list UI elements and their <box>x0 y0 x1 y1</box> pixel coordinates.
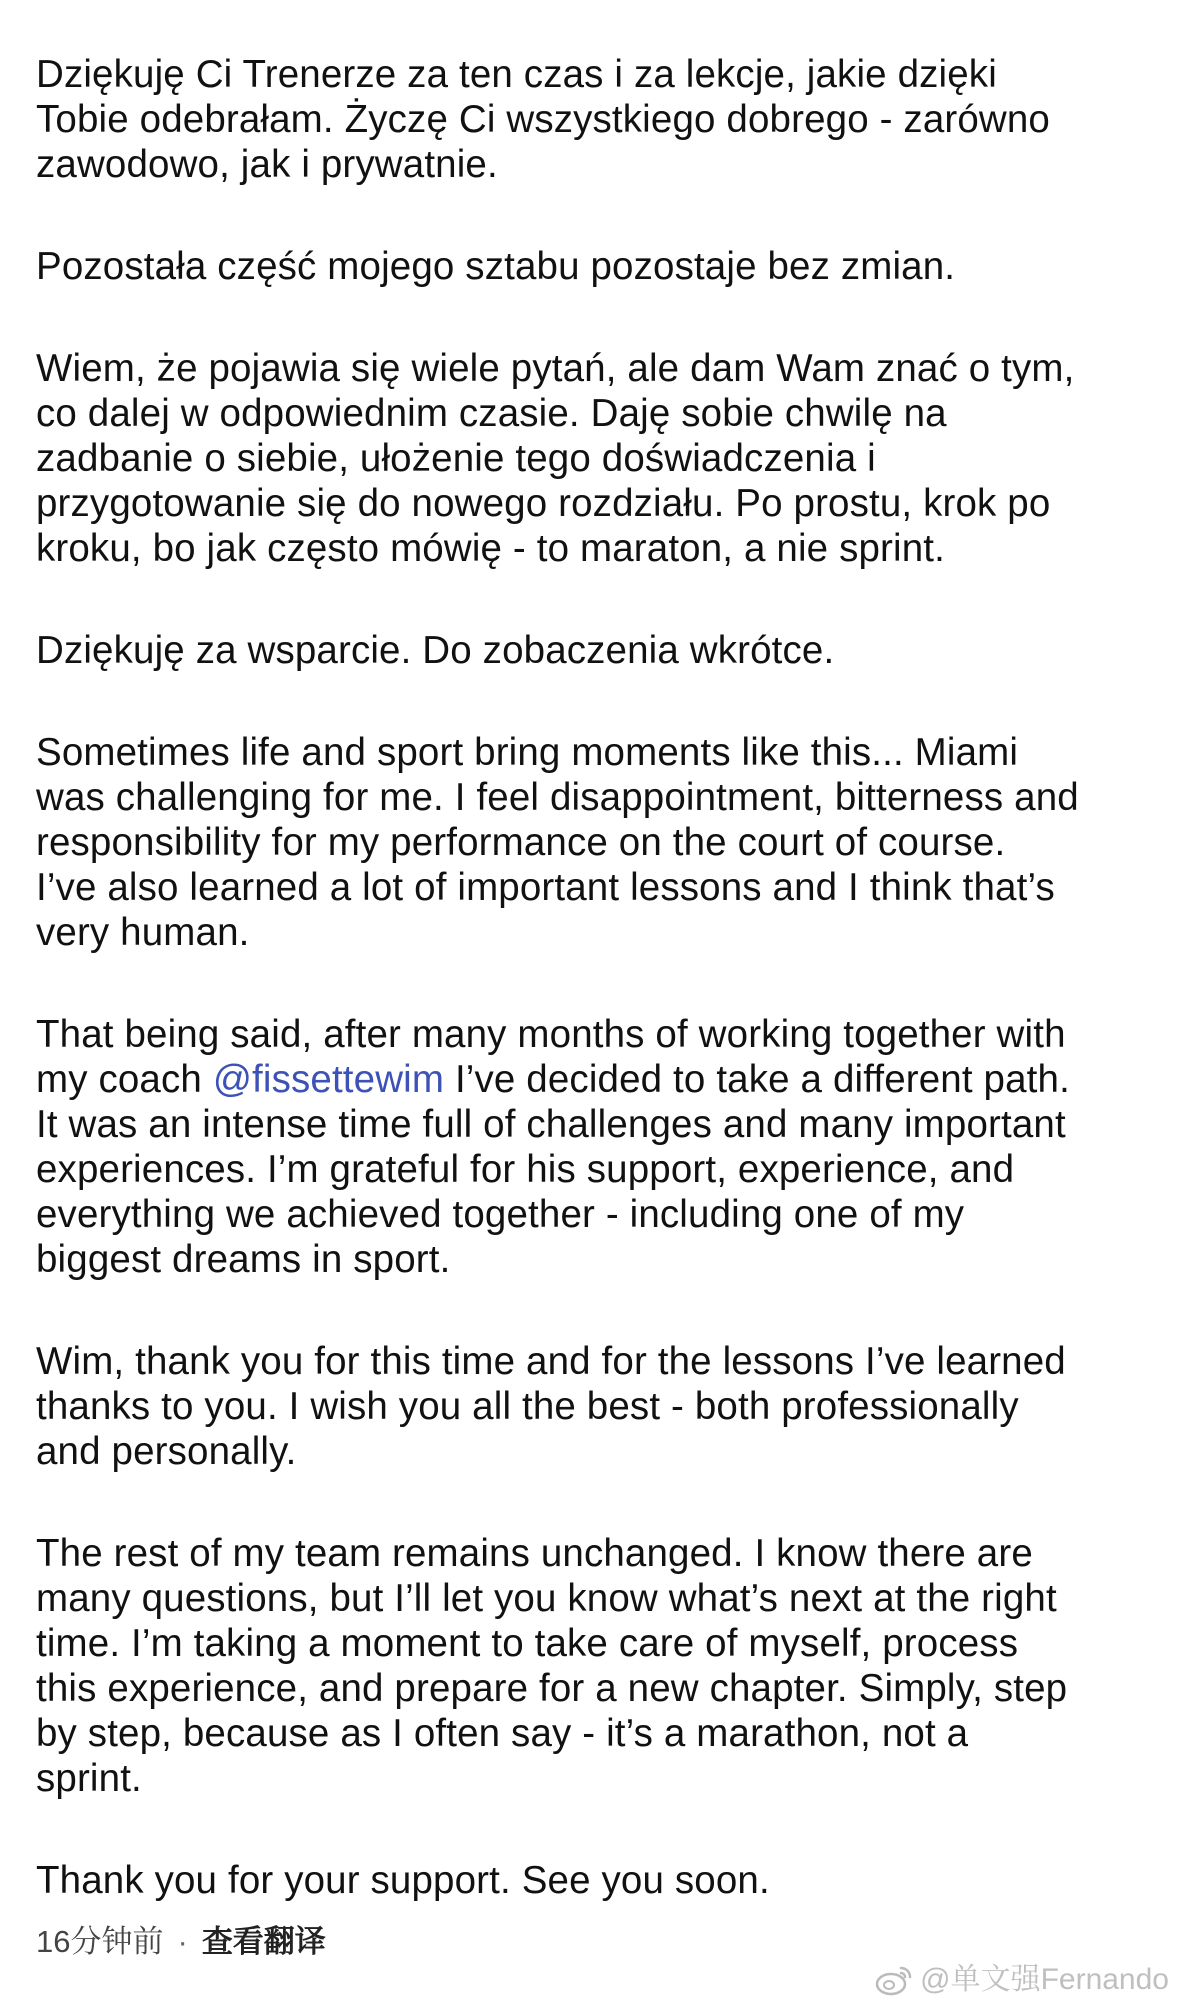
watermark <box>874 1960 1169 2000</box>
caption-line: sprint. <box>36 1757 142 1800</box>
caption-line: co dalej w odpowiednim czasie. Daję sobie chwilę na <box>36 392 947 435</box>
caption-paragraph-polish-2 <box>36 244 1156 289</box>
caption-line: I’ve also learned a lot of important lessons and I think that’s <box>36 866 1055 909</box>
caption-line: Sometimes life and sport bring moments like this... Miami <box>36 731 1019 774</box>
caption-line: kroku, bo jak często mówię - to maraton, a nie sprint. <box>36 527 945 570</box>
caption-line: everything we achieved together - including one of my <box>36 1193 965 1236</box>
caption-line: Wiem, że pojawia się wiele pytań, ale dam Wam znać o tym, <box>36 347 1075 390</box>
caption-line-start: my coach <box>36 1058 213 1101</box>
see-translation-button[interactable]: 查看翻译 <box>201 1924 326 1959</box>
caption-line: responsibility for my performance on the court of course. <box>36 821 1006 864</box>
caption-line: time. I’m taking a moment to take care of myself, process <box>36 1622 1019 1665</box>
weibo-logo-icon <box>874 1964 914 1996</box>
caption-line: The rest of my team remains unchanged. I know there are <box>36 1532 1033 1575</box>
caption-line: Thank you for your support. See you soon. <box>36 1859 770 1902</box>
post-caption <box>36 52 1156 1903</box>
caption-line: It was an intense time full of challenges and many important <box>36 1103 1066 1146</box>
caption-paragraph-polish-3 <box>36 346 1156 571</box>
caption-paragraph-polish-1 <box>36 52 1156 187</box>
watermark-text: @单文强Fernando <box>920 1963 1169 1996</box>
caption-line: Dziękuję Ci Trenerze za ten czas i za lekcje, jakie dzięki <box>36 53 997 96</box>
caption-paragraph-english-3 <box>36 1339 1156 1474</box>
caption-line: przygotowanie się do nowego rozdziału. Po prostu, krok po <box>36 482 1051 525</box>
caption-line: very human. <box>36 911 250 954</box>
caption-line: biggest dreams in sport. <box>36 1238 451 1281</box>
caption-paragraph-english-1 <box>36 730 1156 955</box>
caption-line: Dziękuję za wsparcie. Do zobaczenia wkrótce. <box>36 629 835 672</box>
caption-line: experiences. I’m grateful for his support, experience, and <box>36 1148 1015 1191</box>
mention-link[interactable]: @fissettewim <box>212 1058 445 1101</box>
caption-paragraph-english-5 <box>36 1858 1156 1903</box>
caption-line: zadbanie o siebie, ułożenie tego doświadczenia i <box>36 437 876 480</box>
caption-paragraph-polish-4 <box>36 628 1156 673</box>
meta-separator: · <box>177 1924 188 1959</box>
caption-line: That being said, after many months of working together with <box>36 1013 1066 1056</box>
caption-line-end: I’ve decided to take a different path. <box>444 1058 1070 1101</box>
caption-line: by step, because as I often say - it’s a marathon, not a <box>36 1712 969 1755</box>
caption-paragraph-english-4 <box>36 1531 1156 1801</box>
caption-line: thanks to you. I wish you all the best - both professionally <box>36 1385 1019 1428</box>
caption-line: zawodowo, jak i prywatnie. <box>36 143 498 186</box>
timestamp: 16分钟前 <box>36 1924 164 1959</box>
caption-paragraph-english-2 <box>36 1012 1156 1282</box>
caption-line: many questions, but I’ll let you know what’s next at the right <box>36 1577 1057 1620</box>
post-meta-row <box>36 1922 326 1962</box>
caption-line: and personally. <box>36 1430 297 1473</box>
caption-line: this experience, and prepare for a new chapter. Simply, step <box>36 1667 1068 1710</box>
caption-line: Wim, thank you for this time and for the lessons I’ve learned <box>36 1340 1066 1383</box>
caption-line: was challenging for me. I feel disappointment, bitterness and <box>36 776 1079 819</box>
caption-line: Pozostała część mojego sztabu pozostaje bez zmian. <box>36 245 956 288</box>
caption-line: Tobie odebrałam. Życzę Ci wszystkiego dobrego - zarówno <box>36 98 1050 141</box>
